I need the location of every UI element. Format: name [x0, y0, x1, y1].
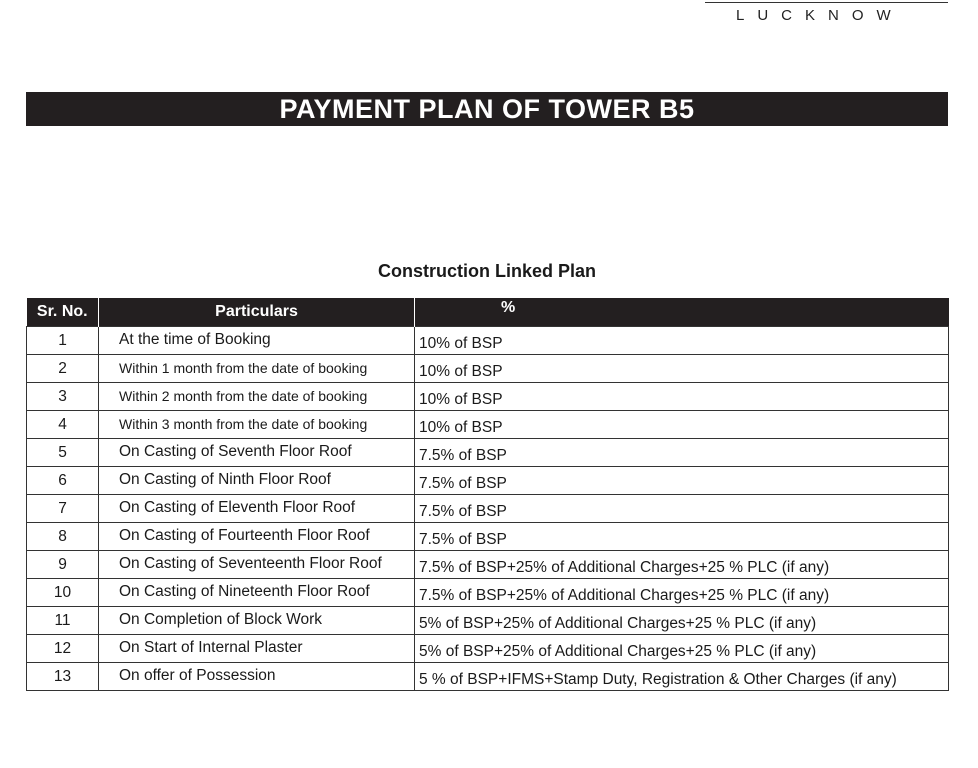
- percent-cell: 5% of BSP+25% of Additional Charges+25 % PLC (if any): [415, 635, 949, 663]
- particular-cell: Within 1 month from the date of booking: [99, 355, 415, 383]
- percent-cell: 10% of BSP: [415, 383, 949, 411]
- particular-cell: At the time of Booking: [99, 327, 415, 355]
- percent-cell: 7.5% of BSP+25% of Additional Charges+25 % PLC (if any): [415, 579, 949, 607]
- particular-cell: On Casting of Fourteenth Floor Roof: [99, 523, 415, 551]
- sr-no-cell: 10: [27, 579, 99, 607]
- table-row: [27, 383, 949, 411]
- percent-cell: 5 % of BSP+IFMS+Stamp Duty, Registration & Other Charges (if any): [415, 663, 949, 691]
- sr-no-cell: 7: [27, 495, 99, 523]
- table-row: [27, 327, 949, 355]
- table-header-row: [27, 298, 949, 327]
- percent-cell: 10% of BSP: [415, 355, 949, 383]
- column-header-percent: %: [415, 298, 949, 327]
- table-row: [27, 411, 949, 439]
- sr-no-cell: 8: [27, 523, 99, 551]
- table-row: [27, 523, 949, 551]
- particular-cell: On offer of Possession: [99, 663, 415, 691]
- table-row: [27, 551, 949, 579]
- particular-cell: Within 2 month from the date of booking: [99, 383, 415, 411]
- payment-plan-table: [26, 298, 949, 691]
- column-header-particulars: Particulars: [99, 298, 415, 327]
- sr-no-cell: 12: [27, 635, 99, 663]
- sr-no-cell: 13: [27, 663, 99, 691]
- percent-cell: 7.5% of BSP: [415, 495, 949, 523]
- percent-cell: 7.5% of BSP: [415, 439, 949, 467]
- city-name: LUCKNOW: [736, 7, 904, 24]
- particular-cell: On Casting of Eleventh Floor Roof: [99, 495, 415, 523]
- percent-cell: 10% of BSP: [415, 411, 949, 439]
- sr-no-cell: 9: [27, 551, 99, 579]
- sr-no-cell: 2: [27, 355, 99, 383]
- percent-cell: 7.5% of BSP: [415, 523, 949, 551]
- table-row: [27, 663, 949, 691]
- sr-no-cell: 1: [27, 327, 99, 355]
- particular-cell: On Completion of Block Work: [99, 607, 415, 635]
- particular-cell: Within 3 month from the date of booking: [99, 411, 415, 439]
- header-rule: [705, 2, 948, 3]
- table-row: [27, 579, 949, 607]
- percent-cell: 10% of BSP: [415, 327, 949, 355]
- sr-no-cell: 3: [27, 383, 99, 411]
- plan-title: Construction Linked Plan: [377, 261, 596, 281]
- table-row: [27, 495, 949, 523]
- table-row: [27, 467, 949, 495]
- table-row: [27, 607, 949, 635]
- particular-cell: On Casting of Seventh Floor Roof: [99, 439, 415, 467]
- percent-cell: 5% of BSP+25% of Additional Charges+25 % PLC (if any): [415, 607, 949, 635]
- column-header-sr-no: Sr. No.: [27, 298, 99, 327]
- table-row: [27, 439, 949, 467]
- page-title-banner: PAYMENT PLAN OF TOWER B5: [26, 92, 948, 126]
- sr-no-cell: 6: [27, 467, 99, 495]
- sr-no-cell: 4: [27, 411, 99, 439]
- table-row: [27, 635, 949, 663]
- particular-cell: On Casting of Seventeenth Floor Roof: [99, 551, 415, 579]
- sr-no-cell: 5: [27, 439, 99, 467]
- table-row: [27, 355, 949, 383]
- percent-cell: 7.5% of BSP: [415, 467, 949, 495]
- percent-cell: 7.5% of BSP+25% of Additional Charges+25 % PLC (if any): [415, 551, 949, 579]
- particular-cell: On Casting of Nineteenth Floor Roof: [99, 579, 415, 607]
- particular-cell: On Start of Internal Plaster: [99, 635, 415, 663]
- sr-no-cell: 11: [27, 607, 99, 635]
- particular-cell: On Casting of Ninth Floor Roof: [99, 467, 415, 495]
